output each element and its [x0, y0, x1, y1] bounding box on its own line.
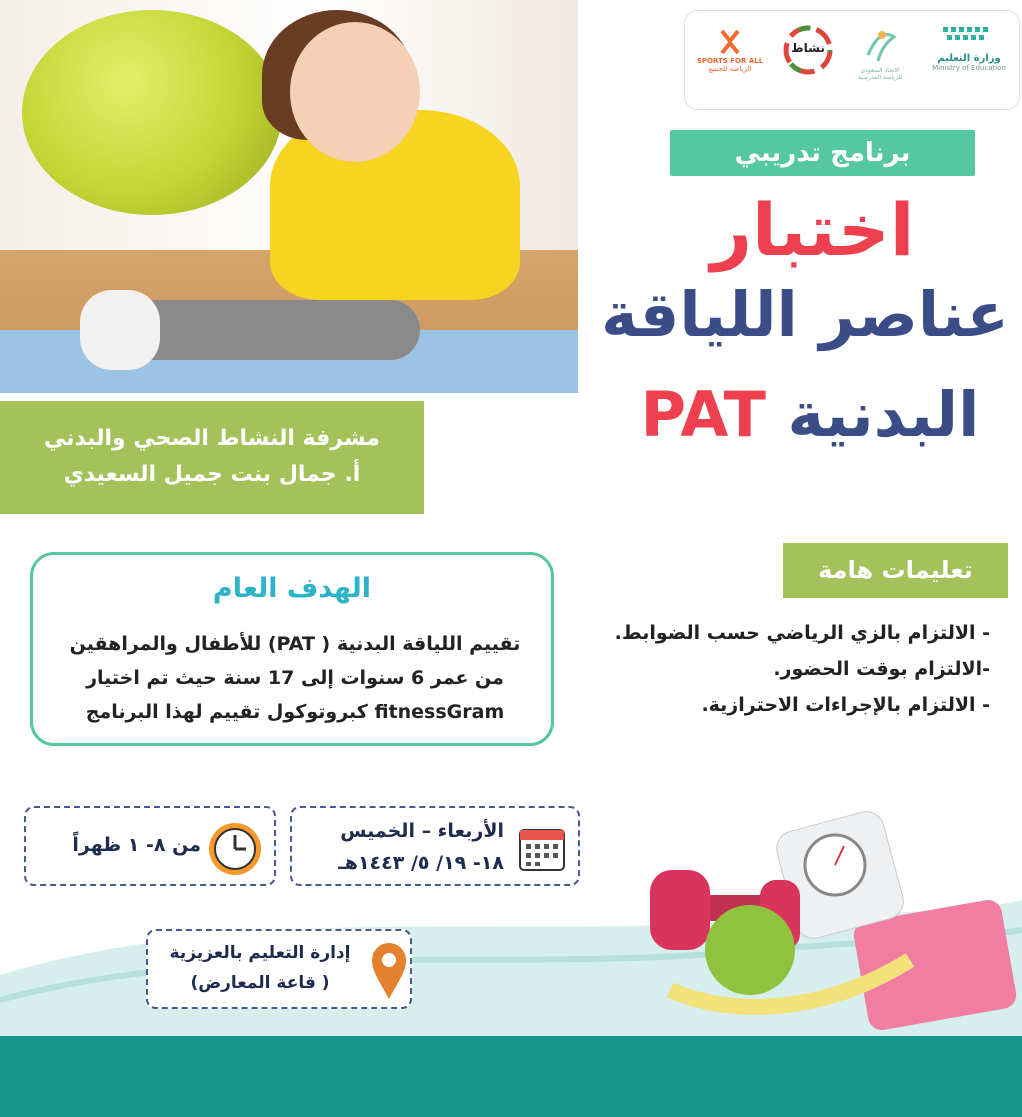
title-line-3-arabic: البدنية — [787, 378, 980, 451]
instructions-title: تعليمات هامة — [783, 543, 1008, 598]
clock-icon — [206, 820, 264, 878]
dates-text: ١٨- ١٩/ ٥/ ١٤٤٣هـ — [338, 852, 504, 874]
title-line-3 — [640, 375, 980, 455]
instruction-item: - الالتزام بالزي الرياضي حسب الضوابط. — [614, 622, 990, 644]
location-line-1: إدارة التعليم بالعزيزية — [169, 943, 351, 963]
goal-line-3: fitnessGram كبروتوكول تقييم لهذا البرنامج — [85, 701, 505, 723]
instructions-list — [590, 615, 990, 723]
goal-box — [30, 552, 554, 746]
fitness-equipment-illustration — [650, 810, 1020, 1035]
hero-photo — [0, 0, 578, 393]
supervisor-box — [0, 401, 424, 514]
title-line-1: اختبار — [710, 188, 915, 272]
time-box — [24, 806, 276, 886]
school-sport-federation-logo: الاتحاد السعودي للرياضة المدرسية — [851, 25, 909, 81]
title-line-2: عناصر اللياقة — [601, 278, 1009, 351]
date-box — [290, 806, 580, 886]
goal-text — [49, 627, 541, 729]
logos-bar — [684, 10, 1020, 110]
title-line-3-pat: PAT — [640, 378, 766, 451]
nashat-logo: نشاط — [777, 25, 839, 77]
days-text: الأربعاء – الخميس — [340, 820, 504, 842]
location-pin-icon — [370, 941, 408, 1001]
goal-line-2: من عمر 6 سنوات إلى 17 سنة حيث تم اختيار — [86, 667, 504, 689]
location-box — [146, 929, 412, 1009]
exercise-ball — [22, 10, 282, 215]
goal-title: الهدف العام — [212, 573, 372, 604]
ministry-of-education-logo: وزارة التعليم Ministry of Education — [923, 23, 1015, 72]
instruction-item: -الالتزام بوقت الحضور. — [773, 658, 990, 680]
location-line-2: ( قاعة المعارض) — [190, 973, 330, 993]
goal-line-1: تقييم اللياقة البدنية ( PAT) للأطفال والمراهقين — [69, 633, 521, 655]
supervisor-role: مشرفة النشاط الصحي والبدني — [44, 426, 380, 451]
footer-band — [0, 1036, 1022, 1117]
calendar-icon — [516, 822, 568, 874]
sports-for-all-logo: SPORTS FOR ALL الرياضة للجميع — [691, 29, 769, 73]
instruction-item: - الالتزام بالإجراءات الاحترازية. — [701, 694, 990, 716]
program-label: برنامج تدريبي — [670, 130, 975, 176]
supervisor-name: أ. جمال بنت جميل السعيدي — [63, 462, 361, 487]
time-text: من ٨- ١ ظهراً — [72, 834, 201, 856]
